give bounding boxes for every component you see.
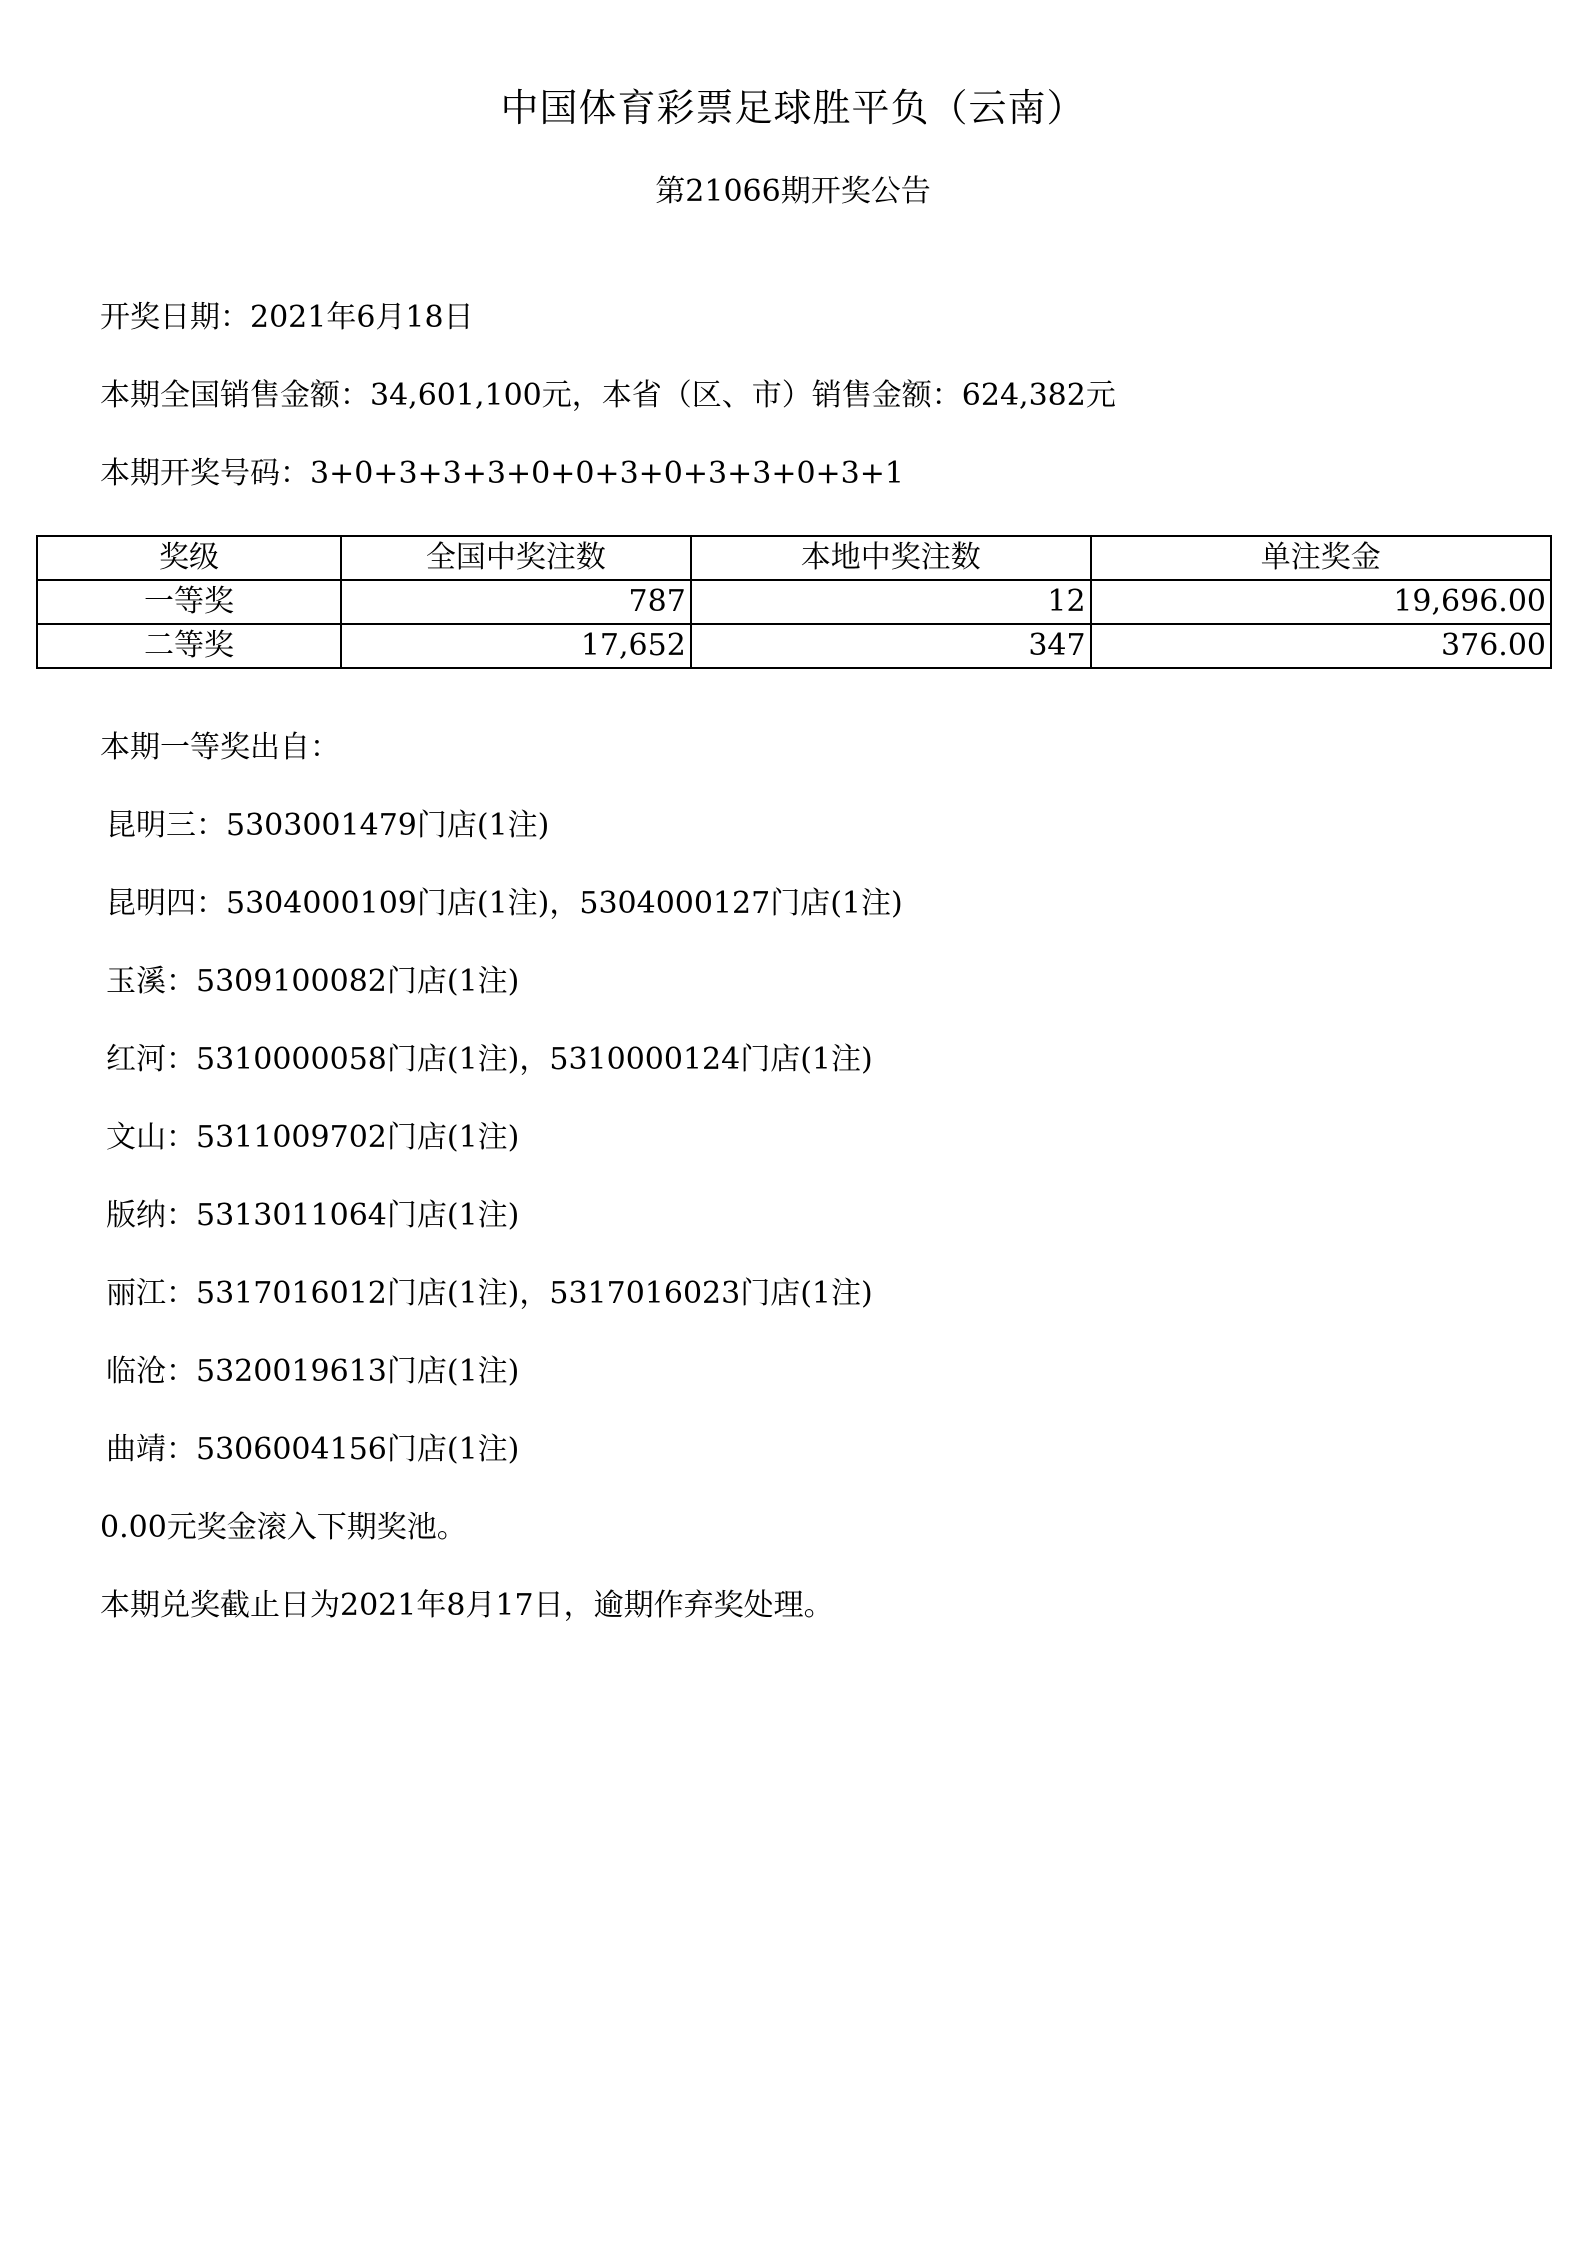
cell-local: 12	[691, 580, 1091, 624]
header-prize: 单注奖金	[1091, 536, 1551, 580]
header-level: 奖级	[37, 536, 341, 580]
sales-amount: 本期全国销售金额：34,601,100元，本省（区、市）销售金额：624,382元	[100, 378, 1116, 413]
deadline-note: 本期兑奖截止日为2021年8月17日，逾期作弃奖处理。	[100, 1588, 834, 1623]
cell-prize: 376.00	[1091, 624, 1551, 668]
cell-local: 347	[691, 624, 1091, 668]
rollover-note: 0.00元奖金滚入下期奖池。	[100, 1510, 467, 1545]
list-item: 玉溪：5309100082门店(1注)	[106, 964, 520, 999]
list-item: 丽江：5317016012门店(1注)，5317016023门店(1注)	[106, 1276, 873, 1311]
header-national: 全国中奖注数	[341, 536, 691, 580]
cell-level: 一等奖	[37, 580, 341, 624]
list-item: 昆明三：5303001479门店(1注)	[106, 808, 550, 843]
table-row	[37, 624, 1551, 668]
prize-table	[36, 535, 1552, 669]
page-title: 中国体育彩票足球胜平负（云南）	[500, 86, 1086, 130]
cell-prize: 19,696.00	[1091, 580, 1551, 624]
cell-national: 17,652	[341, 624, 691, 668]
list-item: 版纳：5313011064门店(1注)	[106, 1198, 520, 1233]
table-header-row	[37, 536, 1551, 580]
list-item: 临沧：5320019613门店(1注)	[106, 1354, 520, 1389]
winners-heading: 本期一等奖出自：	[100, 730, 340, 765]
cell-level: 二等奖	[37, 624, 341, 668]
winning-numbers: 本期开奖号码：3+0+3+3+3+0+0+3+0+3+3+0+3+1	[100, 456, 904, 491]
cell-national: 787	[341, 580, 691, 624]
list-item: 曲靖：5306004156门店(1注)	[106, 1432, 520, 1467]
header-local: 本地中奖注数	[691, 536, 1091, 580]
issue-subtitle: 第21066期开奖公告	[655, 174, 931, 209]
list-item: 昆明四：5304000109门店(1注)，5304000127门店(1注)	[106, 886, 903, 921]
draw-date: 开奖日期：2021年6月18日	[100, 300, 474, 335]
list-item: 红河：5310000058门店(1注)，5310000124门店(1注)	[106, 1042, 873, 1077]
list-item: 文山：5311009702门店(1注)	[106, 1120, 520, 1155]
table-row	[37, 580, 1551, 624]
